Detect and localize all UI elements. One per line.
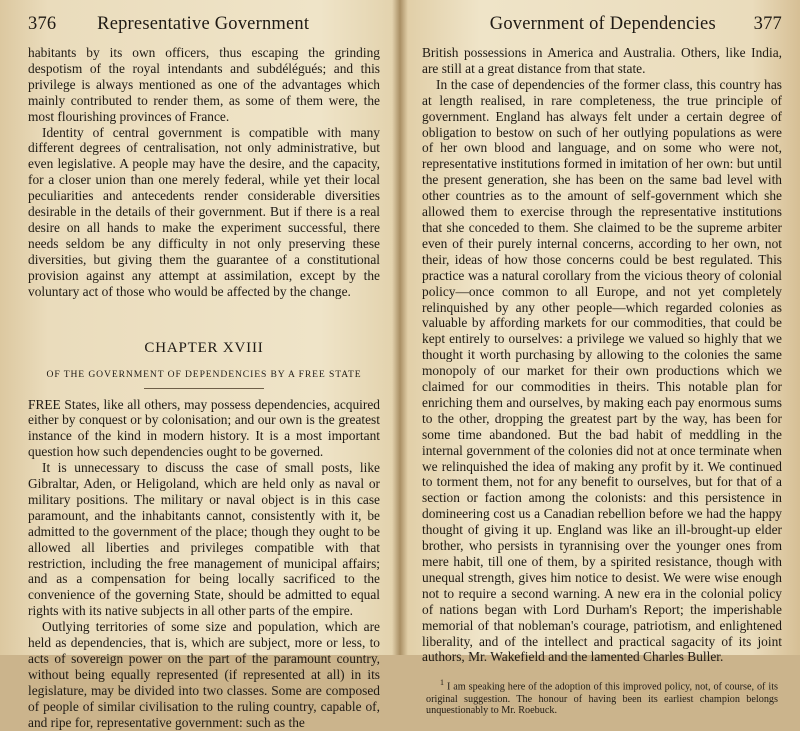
footnote-marker: 1 — [440, 678, 444, 688]
paragraph: In the case of dependencies of the former class, this country has at length realised, in rare completeness, the true principle of government. England has always felt under a certain degree of obligation to bestow on such of her outlying populations as were of her own blood and language, and on some who were not, representative institutions formed in imitation of her own: but until the present generation, she has been on the same bad level with other countries as to the amount of self-government which she allowed them to exercise through the representative institutions that she conceded to them. She claimed to be the supreme arbiter even of their purely internal concerns, according to her own, not their, ideas of how those concerns could be best regulated. This practice was a natural corollary from the vicious theory of colonial policy—once common to all Europe, and not yet completely relinquished by any other people—which regarded colonies as valuable by affording markets for our commodities, that could be kept entirely to ourselves: a privilege we valued so highly that we thought it worth purchasing by allowing to the colonies the same monopoly of our market for their own productions which we claimed for our commodities in theirs. This notable plan for enriching them and ourselves, by making each pay enormous sums to the other, dropping the greatest part by the way, has been for some time abandoned. But the bad habit of meddling in the internal government of the colonies did not at once terminate when we relinquished the idea of making any profit by it. We continued to torment them, not for any benefit to ourselves, but for that of a section or faction among the colonists: and this persistence in domineering cost us a Canadian rebellion before we had the happy thought of giving it up. England was like an ill-brought-up elder brother, who persists in tyrannising over the younger ones from mere habit, till one of them, by a spirited resistance, though with unequal strength, gives him notice to desist. We were wise enough not to require a second warning. A new era in the colonial policy of nations began with Lord Durham's Report; the imperishable memorial of that nobleman's courage, patriotism, and enlightened liberality, and of the intellect and practical sagacity of its joint authors, Mr. Wakefield and the lamented Charles Buller. — [422, 76, 782, 665]
chapter-title: CHAPTER XVIII — [144, 339, 264, 356]
running-head-title: Government of Dependencies — [489, 14, 716, 34]
paragraph: Outlying territories of some size and population, which are held as dependencies, that is, which are subject, more or less, to acts of sovereign power on the part of the paramount country, without being equally represented (if represented at all) in its legislature, may be divided into two classes. Some are composed of people of similar civilisation to the ruling country, capable of, and ripe for, representative government: such as the — [28, 619, 380, 730]
running-header — [28, 14, 380, 35]
page-number: 377 — [753, 14, 782, 34]
footnote — [422, 677, 782, 717]
chapter-subtitle: OF THE GOVERNMENT OF DEPENDENCIES BY A FREE STATE — [46, 368, 362, 380]
paragraph: It is unnecessary to discuss the case of small posts, like Gibraltar, Aden, or Heligoland, which are held only as naval or military positions. The military or naval object is in this case paramount, and the inhabitants cannot, consistently with it, be admitted to the government of the place; though they ought to be allowed all liberties and privileges compatible with that restriction, including the free management of municipal affairs; and as a compensation for being locally sacrificed to the convenience of the governing State, should be admitted to equal rights with its native subjects in all other parts of the empire. — [28, 460, 380, 619]
page-number: 376 — [28, 14, 57, 34]
left-body-text — [28, 45, 380, 300]
paragraph: habitants by its own officers, thus escaping the grinding despotism of the royal intendants and subdélégués; and this privilege is always mentioned as one of the advantages which mainly contributed to render them, as some of them were, the most flourishing provinces of France. — [28, 45, 380, 124]
divider — [144, 388, 264, 389]
right-page — [400, 0, 800, 717]
paragraph: British possessions in America and Australia. Others, like India, are still at a great distance from that state. — [422, 45, 782, 76]
footnote-text: I am speaking here of the adoption of this improved policy, not, of course, of its original suggestion. The honour of having been its earliest champion belongs unquestionably to Mr. Roebuck. — [426, 681, 779, 717]
chapter-body-text — [28, 397, 380, 731]
right-body-text — [422, 45, 782, 665]
running-header — [422, 14, 782, 35]
left-page — [0, 0, 400, 730]
paragraph: Identity of central government is compatible with many different degrees of centralisation, not only administrative, but even legislative. A people may have the desire, and the capacity, for a closer union than one merely federal, while yet their local peculiarities and antecedents render considerable diversities desirable in the details of their government. But if there is a real desire on all hands to make the experiment successful, there needs seldom be any difficulty in not only preserving these diversities, but giving them the guarantee of a constitutional provision against any attempt at assimilation, except by the voluntary act of those who would be affected by the change. — [28, 124, 380, 299]
paragraph: FREE States, like all others, may possess dependencies, acquired either by conquest or by colonisation; and our own is the greatest instance of the kind in modern history. It is a most important question how such dependencies ought to be governed. — [28, 396, 380, 460]
running-head-title: Representative Government — [97, 14, 310, 34]
